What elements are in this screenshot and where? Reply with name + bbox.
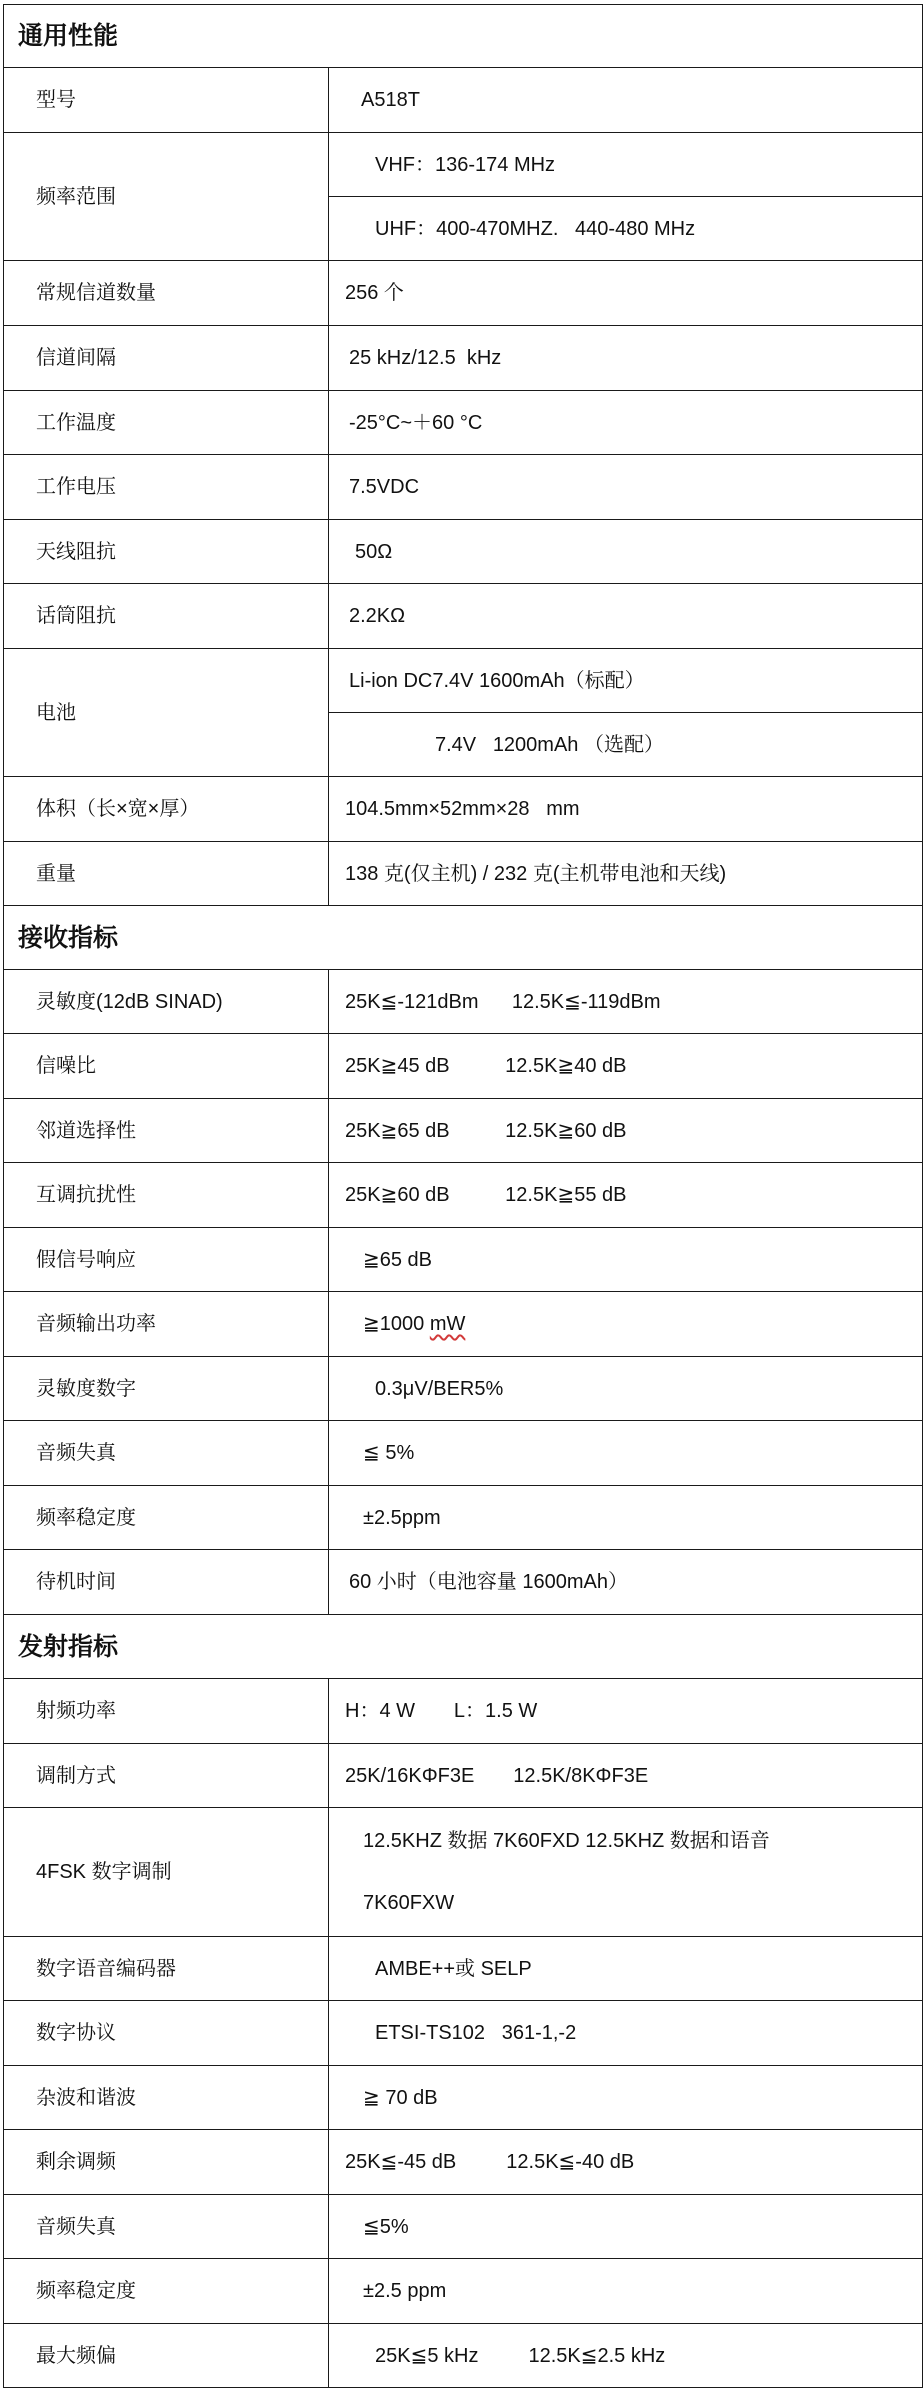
spec-label: 信噪比 xyxy=(4,1034,329,1099)
spec-label: 工作温度 xyxy=(4,391,329,455)
spec-row-intermod-rejection xyxy=(4,1163,923,1228)
spec-row-channel-spacing xyxy=(4,326,923,391)
spec-row-mic-impedance xyxy=(4,584,923,649)
audio-output-unit: mW xyxy=(429,1313,466,1335)
spec-value-battery-optional: 7.4V 1200mAh （选配） xyxy=(329,713,923,777)
spec-row-rf-power xyxy=(4,1679,923,1744)
spec-label: 频率稳定度 xyxy=(4,1486,329,1550)
spec-value: ±2.5ppm xyxy=(329,1486,923,1550)
spec-label: 体积（长×宽×厚） xyxy=(4,777,329,842)
spec-label: 射频功率 xyxy=(4,1679,329,1744)
spec-value: ±2.5 ppm xyxy=(329,2259,923,2324)
spec-value: 25K≧45 dB 12.5K≧40 dB xyxy=(329,1034,923,1099)
spec-value: ≦ 5% xyxy=(329,1421,923,1486)
spec-label: 频率稳定度 xyxy=(4,2259,329,2324)
spec-value: 12.5KHZ 数据 7K60FXD 12.5KHZ 数据和语音 7K60FXW xyxy=(329,1808,923,1937)
spec-label: 数字协议 xyxy=(4,2001,329,2066)
spec-row-audio-output xyxy=(4,1292,923,1357)
spec-value: ETSI-TS102 361-1,-2 xyxy=(329,2001,923,2066)
spec-value: 0.3μV/BER5% xyxy=(329,1357,923,1421)
spec-value: 25K≦-121dBm 12.5K≦-119dBm xyxy=(329,970,923,1034)
spec-row-model xyxy=(4,68,923,133)
spec-value: 2.2KΩ xyxy=(329,584,923,649)
spec-label: 常规信道数量 xyxy=(4,261,329,326)
section-title-transmit: 发射指标 xyxy=(4,1615,923,1679)
spec-label: 音频输出功率 xyxy=(4,1292,329,1357)
spec-row-spurious-harmonics xyxy=(4,2066,923,2130)
spec-row-freq-range xyxy=(4,133,923,197)
spec-value: ≧ 70 dB xyxy=(329,2066,923,2130)
spec-label: 工作电压 xyxy=(4,455,329,520)
spec-value: ≦5% xyxy=(329,2195,923,2259)
section-row-receive xyxy=(4,906,923,970)
section-row-transmit xyxy=(4,1615,923,1679)
section-title-general: 通用性能 xyxy=(4,5,923,68)
spec-label: 4FSK 数字调制 xyxy=(4,1808,329,1937)
section-row-general xyxy=(4,5,923,68)
spec-row-operating-voltage xyxy=(4,455,923,520)
spec-row-digital-sensitivity xyxy=(4,1357,923,1421)
spec-value-battery-standard: Li-ion DC7.4V 1600mAh（标配） xyxy=(329,649,923,713)
spec-row-adjacent-selectivity xyxy=(4,1099,923,1163)
spec-row-channels xyxy=(4,261,923,326)
spec-row-modulation xyxy=(4,1744,923,1808)
spec-label: 调制方式 xyxy=(4,1744,329,1808)
spec-value: 25 kHz/12.5 kHz xyxy=(329,326,923,391)
spec-row-weight xyxy=(4,842,923,906)
spec-value: 25K≦5 kHz 12.5K≦2.5 kHz xyxy=(329,2324,923,2388)
spec-value: 138 克(仅主机) / 232 克(主机带电池和天线) xyxy=(329,842,923,906)
spec-label: 灵敏度数字 xyxy=(4,1357,329,1421)
spec-value: 60 小时（电池容量 1600mAh） xyxy=(329,1550,923,1615)
spec-label: 剩余调频 xyxy=(4,2130,329,2195)
spec-value-uhf: UHF：400-470MHZ. 440-480 MHz xyxy=(329,197,923,261)
spec-label: 话筒阻抗 xyxy=(4,584,329,649)
spec-label: 灵敏度(12dB SINAD) xyxy=(4,970,329,1034)
spec-row-protocol xyxy=(4,2001,923,2066)
spec-row-standby-time xyxy=(4,1550,923,1615)
spec-value: 50Ω xyxy=(329,520,923,584)
spec-label: 杂波和谐波 xyxy=(4,2066,329,2130)
spec-label: 型号 xyxy=(4,68,329,133)
spec-value: -25°C~＋60 °C xyxy=(329,391,923,455)
spec-label: 音频失真 xyxy=(4,2195,329,2259)
spec-label: 待机时间 xyxy=(4,1550,329,1615)
spec-value: 104.5mm×52mm×28 mm xyxy=(329,777,923,842)
spec-row-tx-freq-stability xyxy=(4,2259,923,2324)
spec-row-tx-audio-distortion xyxy=(4,2195,923,2259)
spec-row-dimensions xyxy=(4,777,923,842)
spec-row-4fsk xyxy=(4,1808,923,1937)
spec-label: 电池 xyxy=(4,649,329,777)
spec-row-antenna-impedance xyxy=(4,520,923,584)
section-title-receive: 接收指标 xyxy=(4,906,923,970)
spec-label: 重量 xyxy=(4,842,329,906)
spec-value: ≧65 dB xyxy=(329,1228,923,1292)
spec-label: 数字语音编码器 xyxy=(4,1937,329,2001)
spec-value: H：4 W L：1.5 W xyxy=(329,1679,923,1744)
spec-label: 频率范围 xyxy=(4,133,329,261)
spec-value: 7.5VDC xyxy=(329,455,923,520)
spec-row-spurious-response xyxy=(4,1228,923,1292)
spec-label: 最大频偏 xyxy=(4,2324,329,2388)
spec-label: 音频失真 xyxy=(4,1421,329,1486)
spec-value: 256 个 xyxy=(329,261,923,326)
spec-value: 25K≧65 dB 12.5K≧60 dB xyxy=(329,1099,923,1163)
spec-value-vhf: VHF：136-174 MHz xyxy=(329,133,923,197)
spec-value: A518T xyxy=(329,68,923,133)
spec-row-sensitivity xyxy=(4,970,923,1034)
spec-label: 信道间隔 xyxy=(4,326,329,391)
spec-row-vocoder xyxy=(4,1937,923,2001)
spec-value: AMBE++或 SELP xyxy=(329,1937,923,2001)
spec-label: 天线阻抗 xyxy=(4,520,329,584)
spec-value: 25K/16KΦF3E 12.5K/8KΦF3E xyxy=(329,1744,923,1808)
spec-row-operating-temp xyxy=(4,391,923,455)
spec-row-residual-modulation xyxy=(4,2130,923,2195)
spec-row-battery xyxy=(4,649,923,713)
spec-label: 假信号响应 xyxy=(4,1228,329,1292)
audio-output-value: ≧1000 xyxy=(363,1313,430,1335)
spec-label: 互调抗扰性 xyxy=(4,1163,329,1228)
spec-value: 25K≧60 dB 12.5K≧55 dB xyxy=(329,1163,923,1228)
spec-value: 25K≦-45 dB 12.5K≦-40 dB xyxy=(329,2130,923,2195)
spec-row-snr xyxy=(4,1034,923,1099)
spec-row-max-deviation xyxy=(4,2324,923,2388)
spec-table xyxy=(3,4,923,2388)
spec-row-audio-distortion xyxy=(4,1421,923,1486)
spec-label: 邻道选择性 xyxy=(4,1099,329,1163)
spec-row-freq-stability xyxy=(4,1486,923,1550)
spec-value xyxy=(329,1292,923,1357)
